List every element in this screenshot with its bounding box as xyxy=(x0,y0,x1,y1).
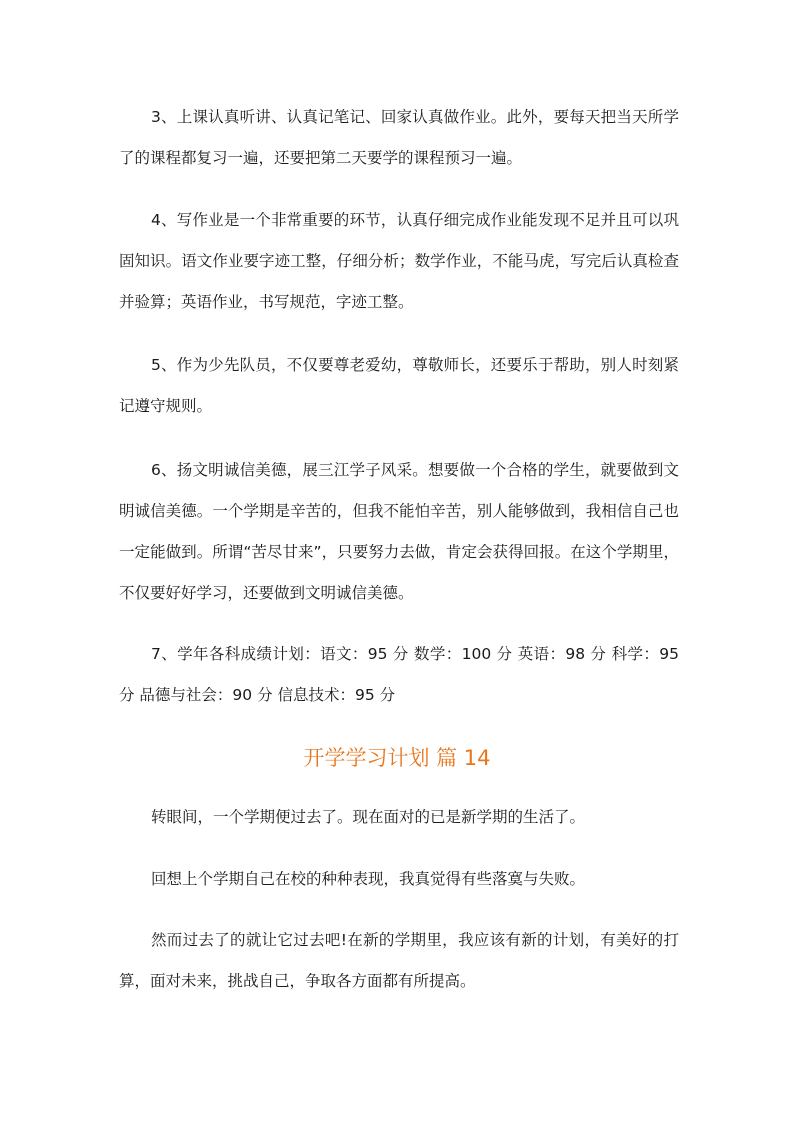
section-paragraph-2: 回想上个学期自己在校的种种表现，我真觉得有些落寞与失败。 xyxy=(151,870,586,888)
paragraph-item-4: 4、写作业是一个非常重要的环节，认真仔细完成作业能发现不足并且可以巩固知识。语文作业要字迹工整，仔细分析；数学作业，不能马虎，写完后认真检查并验算；英语作业，书写规范，字迹工整。 xyxy=(119,211,679,311)
paragraph-item-7: 7、学年各科成绩计划：语文：95 分 数学：100 分 英语：98 分 科学：95 分 品德与社会：90 分 信息技术：95 分 xyxy=(119,645,679,704)
section-heading: 开学学习计划 篇 14 xyxy=(303,746,491,770)
paragraph-item-3: 3、上课认真听讲、认真记笔记、回家认真做作业。此外，要每天把当天所学了的课程都复习一遍，还要把第二天要学的课程预习一遍。 xyxy=(119,108,679,167)
paragraph-item-6: 6、扬文明诚信美德，展三江学子风采。想要做一个合格的学生，就要做到文明诚信美德。一个学期是辛苦的，但我不能怕辛苦，别人能够做到，我相信自己也一定能做到。所谓“苦尽甘来”，只要努力去做，肯定会获得回报。在这个学期里，不仅要好好学习，还要做到文明诚信美德。 xyxy=(119,461,679,602)
section-paragraph-1: 转眼间，一个学期便过去了。现在面对的已是新学期的生活了。 xyxy=(151,808,586,826)
section-paragraph-3: 然而过去了的就让它过去吧!在新的学期里，我应该有新的计划，有美好的打算，面对未来，挑战自己，争取各方面都有所提高。 xyxy=(119,931,679,990)
paragraph-item-5: 5、作为少先队员，不仅要尊老爱幼，尊敬师长，还要乐于帮助，别人时刻紧记遵守规则。 xyxy=(119,356,679,415)
